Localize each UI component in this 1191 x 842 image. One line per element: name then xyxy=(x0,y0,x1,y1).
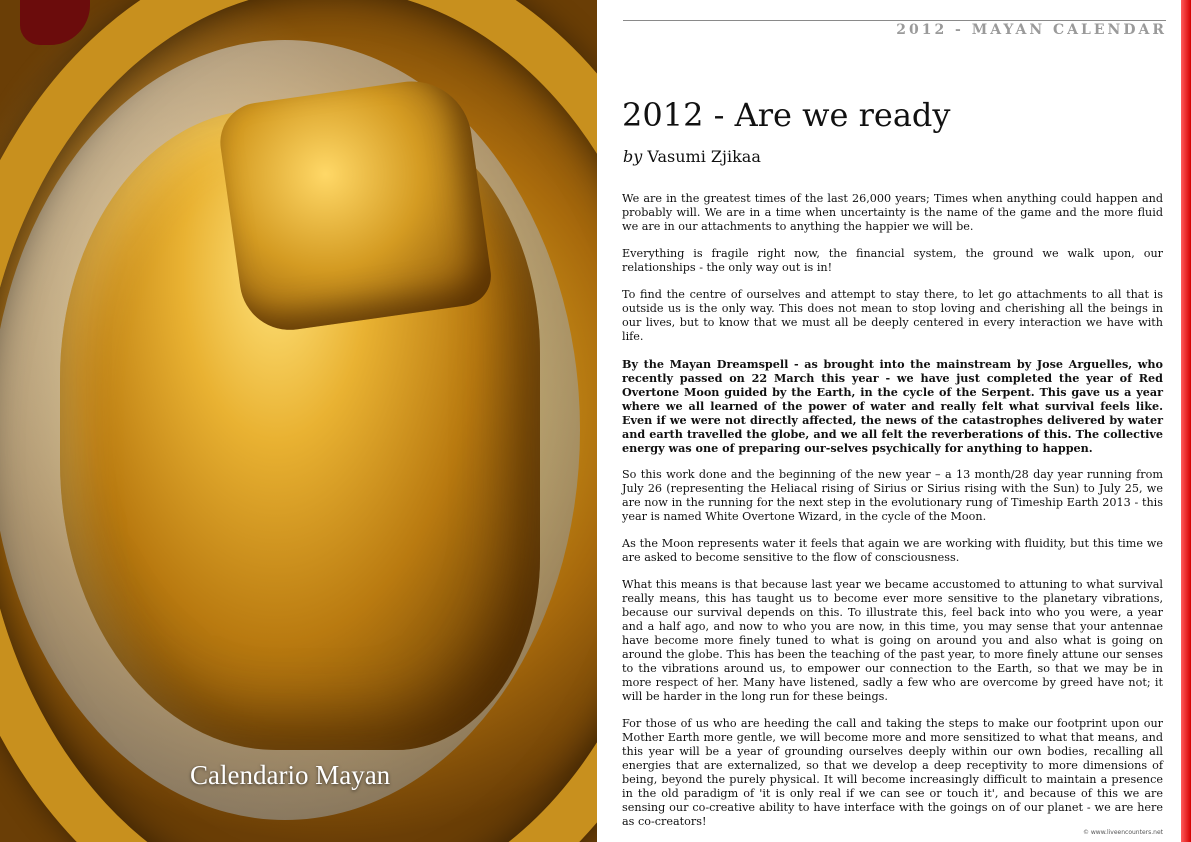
header-rule xyxy=(623,20,1166,21)
article-paragraph: Everything is fragile right now, the financial system, the ground we walk upon, our relationships - the only way out is in! xyxy=(622,247,1163,274)
photo-red-accent xyxy=(20,0,90,45)
photo-headdress xyxy=(215,74,495,337)
byline-prefix: by xyxy=(623,147,643,166)
article-paragraph: So this work done and the beginning of the new year – a 13 month/28 day year running from July 26 (representing the Heliacal rising of Sirius or Sirius rising with the Sun) to July 25, we are now in the running for the next step in the evolutionary rung of Timeship Earth 2013 - this year is named White Overtone Wizard, in the cycle of the Moon. xyxy=(622,468,1163,523)
article-paragraph: For those of us who are heeding the call and taking the steps to make our footprint upon our Mother Earth more gentle, we will become more and more sensitized to what that means, and this year will be a year of grounding ourselves deeply within our own bodies, recalling all energies that are externalized, so that we develop a deep receptivity to more dimensions of being, beyond the purely physical. It will become increasingly difficult to maintain a presence in the old paradigm of 'it is only real if we can see or touch it', and because of this we are sensing our co-creative ability to have interface with the goings on of our planet - we are here as co-creators! xyxy=(622,717,1163,828)
byline-author: Vasumi Zjikaa xyxy=(647,147,761,166)
article-paragraph: What this means is that because last year we became accustomed to attuning to what survival really means, this has taught us to become ever more sensitive to the planetary vibrations, because our survival depends on this. To illustrate this, feel back into who you were, a year and a half ago, and now to who you are now, in this time, you may sense that your antennae have become more finely tuned to what is going on around you and also what is going on around the globe. This has been the teaching of the past year, to more finely attune our senses to the vibrations around us, to empower our connection to the Earth, so that we may be in more respect of her. Many have listened, sadly a few who are overcome by greed have not; it will be harder in the long run for these beings. xyxy=(622,578,1163,703)
article-title: 2012 - Are we ready xyxy=(622,96,951,134)
article-paragraph-bold: By the Mayan Dreamspell - as brought into the mainstream by Jose Arguelles, who recently passed on 22 March this year - we have just completed the year of Red Overtone Moon guided by the Earth, in the cycle of the Serpent. This gave us a year where we all learned of the power of water and really felt what survival feels like. Even if we were not directly affected, the news of the catastrophes delivered by water and earth travelled the globe, and we all felt the reverberations of this. The collective energy was one of preparing our-selves psychically for anything to happen. xyxy=(622,357,1163,455)
copyright-notice: © www.liveencounters.net xyxy=(1082,829,1163,836)
article-paragraph: To find the centre of ourselves and attempt to stay there, to let go attachments to all that is outside us is the only way. This does not mean to stop loving and cherishing all the beings in our lives, but to know that we must all be deeply centered in every interaction we have with life. xyxy=(622,288,1163,343)
running-header: 2012 - MAYAN CALENDAR xyxy=(896,22,1167,38)
article-body xyxy=(622,192,1163,842)
photo-caption: Calendario Mayan xyxy=(190,760,391,790)
article-paragraph: As the Moon represents water it feels that again we are working with fluidity, but this time we are asked to become sensitive to the flow of consciousness. xyxy=(622,537,1163,564)
page-red-edge xyxy=(1181,0,1191,842)
article-paragraph: We are in the greatest times of the last 26,000 years; Times when anything could happen and probably will. We are in a time when uncertainty is the name of the game and the more fluid we are in our attachments to anything the happier we will be. xyxy=(622,192,1163,233)
byline xyxy=(623,147,761,166)
